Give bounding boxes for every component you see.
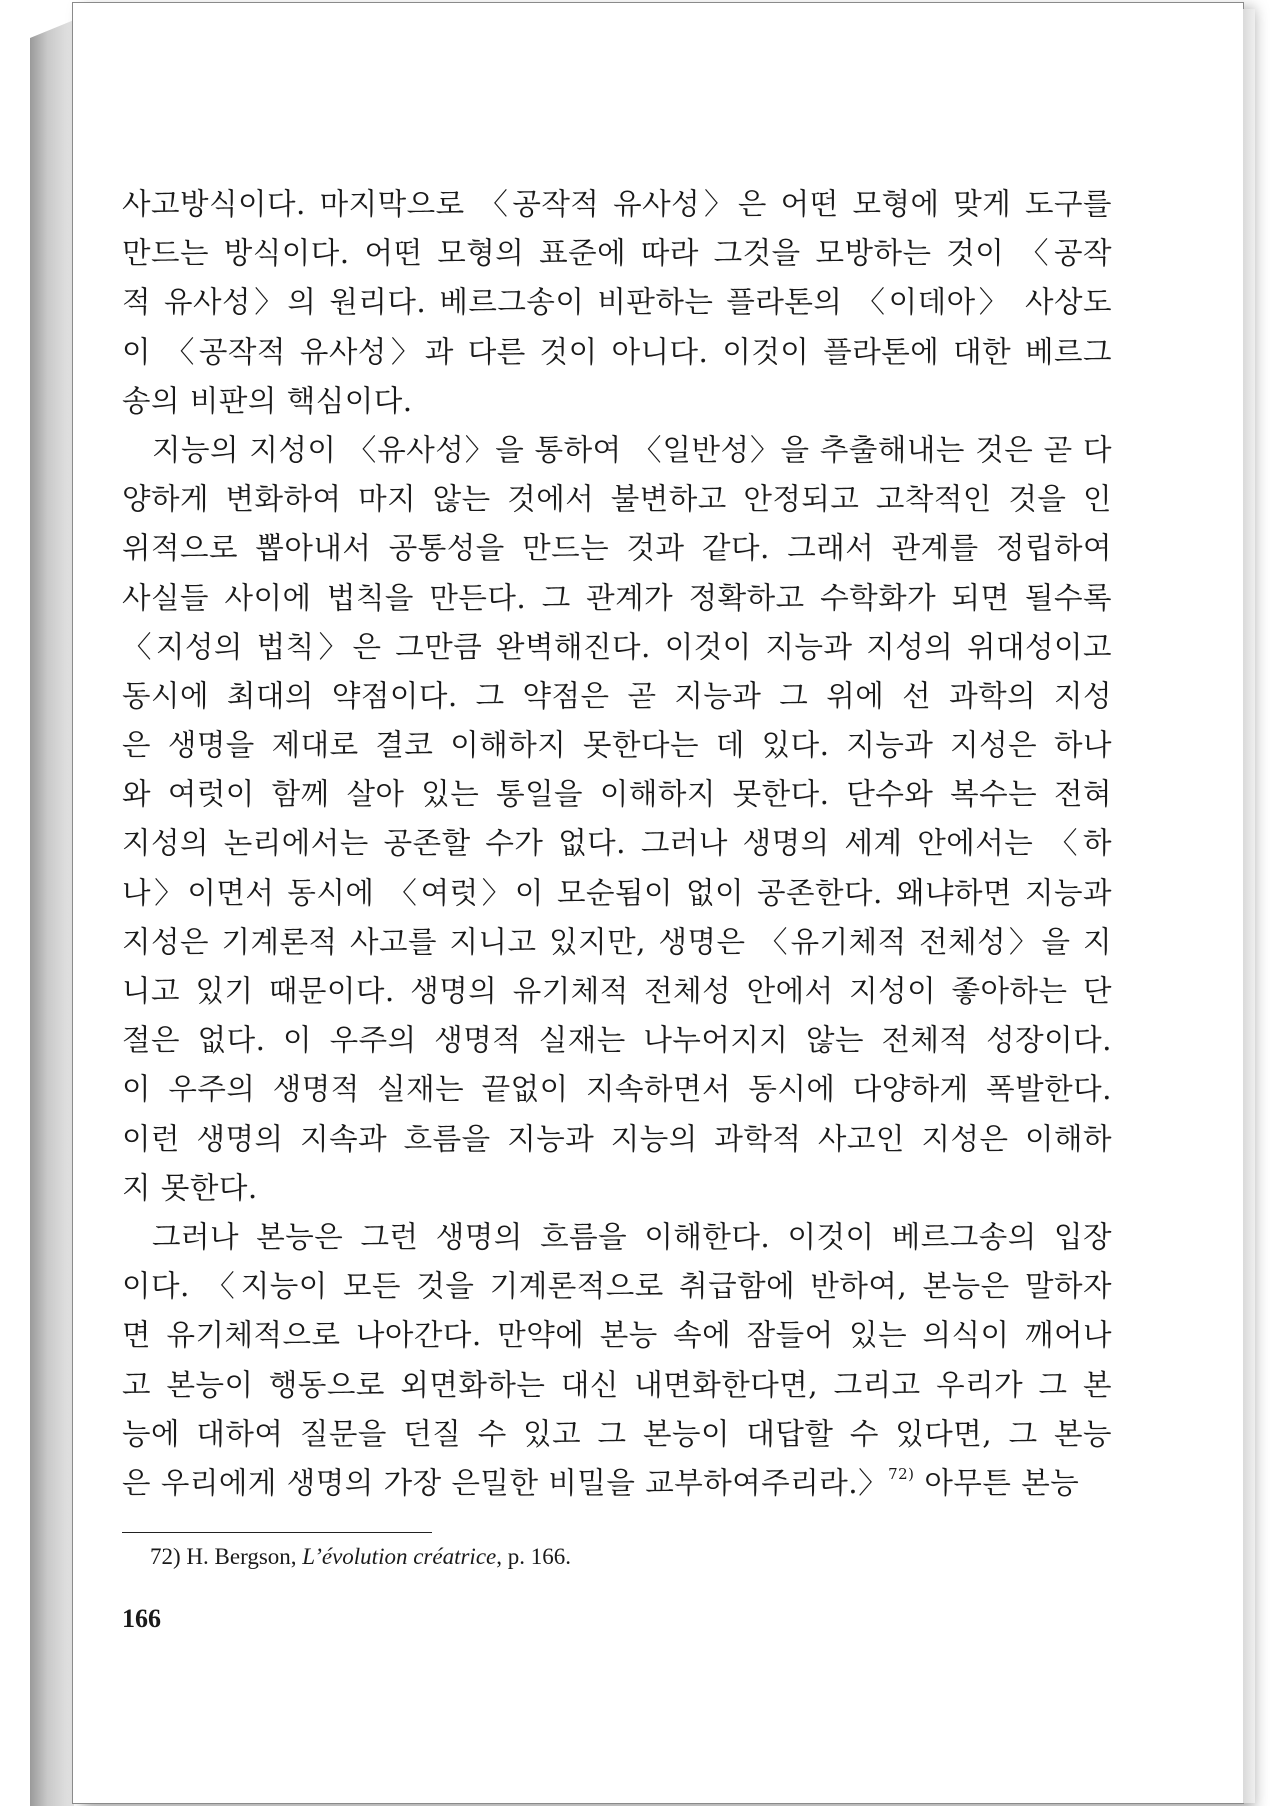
text-line: 니고 있기 때문이다. 생명의 유기체적 전체성 안에서 지성이 좋아하는 단 xyxy=(122,974,1112,1008)
footnote-title: L’évolution créatrice xyxy=(302,1544,497,1569)
text-line: 나〉이면서 동시에 〈여럿〉이 모순됨이 없이 공존한다. 왜냐하면 지능과 xyxy=(122,875,1112,910)
text-line: 면 유기체적으로 나아간다. 만약에 본능 속에 잠들어 있는 의식이 깨어나 xyxy=(122,1318,1112,1353)
text-line: 이 우주의 생명적 실재는 끝없이 지속하면서 동시에 다양하게 폭발한다. xyxy=(122,1072,1112,1107)
text-line: 지성은 기계론적 사고를 지니고 있지만, 생명은 〈유기체적 전체성〉을 지 xyxy=(122,924,1112,959)
text-line: 와 여럿이 함께 살아 있는 통일을 이해하지 못한다. 단수와 복수는 전혀 xyxy=(122,777,1112,812)
footnote xyxy=(150,1540,571,1574)
text-line: 고 본능이 행동으로 외면화하는 대신 내면화한다면, 그리고 우리가 그 본 xyxy=(122,1367,1112,1402)
text-line: 사고방식이다. 마지막으로 〈공작적 유사성〉은 어떤 모형에 맞게 도구를 xyxy=(122,187,1112,221)
text-line: 지능의 지성이 〈유사성〉을 통하여 〈일반성〉을 추출해내는 것은 곧 다 xyxy=(152,432,1112,467)
text-line: 이다. 〈지능이 모든 것을 기계론적으로 취급함에 반하여, 본능은 말하자 xyxy=(122,1269,1112,1304)
text-line: 지성의 논리에서는 공존할 수가 없다. 그러나 생명의 세계 안에서는 〈하 xyxy=(122,826,1112,861)
text-line: 이런 생명의 지속과 흐름을 지능과 지능의 과학적 사고인 지성은 이해하 xyxy=(122,1121,1112,1156)
line-tail: 아무튼 본능 xyxy=(914,1465,1080,1500)
quoted-text: 은 우리에게 생명의 가장 은밀한 비밀을 교부하여주리라.〉 xyxy=(122,1465,889,1500)
text-line: 절은 없다. 이 우주의 생명적 실재는 나누어지지 않는 전체적 성장이다. xyxy=(122,1023,1112,1058)
page-edge xyxy=(1243,9,1255,1803)
text-line: 〈지성의 법칙〉은 그만큼 완벽해진다. 이것이 지능과 지성의 위대성이고 xyxy=(122,629,1112,664)
text-line: 사실들 사이에 법칙을 만든다. 그 관계가 정확하고 수학화가 되면 될수록 xyxy=(122,580,1112,615)
text-line: 능에 대하여 질문을 던질 수 있고 그 본능이 대답할 수 있다면, 그 본능 xyxy=(122,1416,1112,1451)
book-spine xyxy=(30,20,74,1806)
footnote-divider xyxy=(122,1532,432,1533)
text-line: 양하게 변화하여 마지 않는 것에서 불변하고 안정되고 고착적인 것을 인 xyxy=(122,482,1112,517)
text-line: 송의 비판의 핵심이다. xyxy=(122,383,413,418)
page-number: 166 xyxy=(122,1604,161,1633)
footnote-pages: , p. 166. xyxy=(496,1544,571,1569)
text-line: 위적으로 뽑아내서 공통성을 만드는 것과 같다. 그래서 관계를 정립하여 xyxy=(122,531,1112,566)
footnote-reference: 72) xyxy=(888,1464,915,1483)
text-line: 동시에 최대의 약점이다. 그 약점은 곧 지능과 그 위에 선 과학의 지성 xyxy=(122,678,1112,713)
text-line: 적 유사성〉의 원리다. 베르그송이 비판하는 플라톤의 〈이데아〉 사상도 xyxy=(122,285,1112,320)
text-line: 은 생명을 제대로 결코 이해하지 못한다는 데 있다. 지능과 지성은 하나 xyxy=(122,728,1112,763)
text-line: 그러나 본능은 그런 생명의 흐름을 이해한다. 이것이 베르그송의 입장 xyxy=(152,1219,1112,1254)
text-line-with-footnote-ref xyxy=(122,1459,1112,1508)
footnote-author: H. Bergson, xyxy=(180,1544,303,1569)
text-line: 이 〈공작적 유사성〉과 다른 것이 아니다. 이것이 플라톤에 대한 베르그 xyxy=(122,334,1112,369)
body-text xyxy=(122,180,1112,1508)
footnote-number: 72) xyxy=(150,1544,181,1569)
text-line: 지 못한다. xyxy=(122,1170,258,1205)
text-line: 만드는 방식이다. 어떤 모형의 표준에 따라 그것을 모방하는 것이 〈공작 xyxy=(122,236,1112,271)
